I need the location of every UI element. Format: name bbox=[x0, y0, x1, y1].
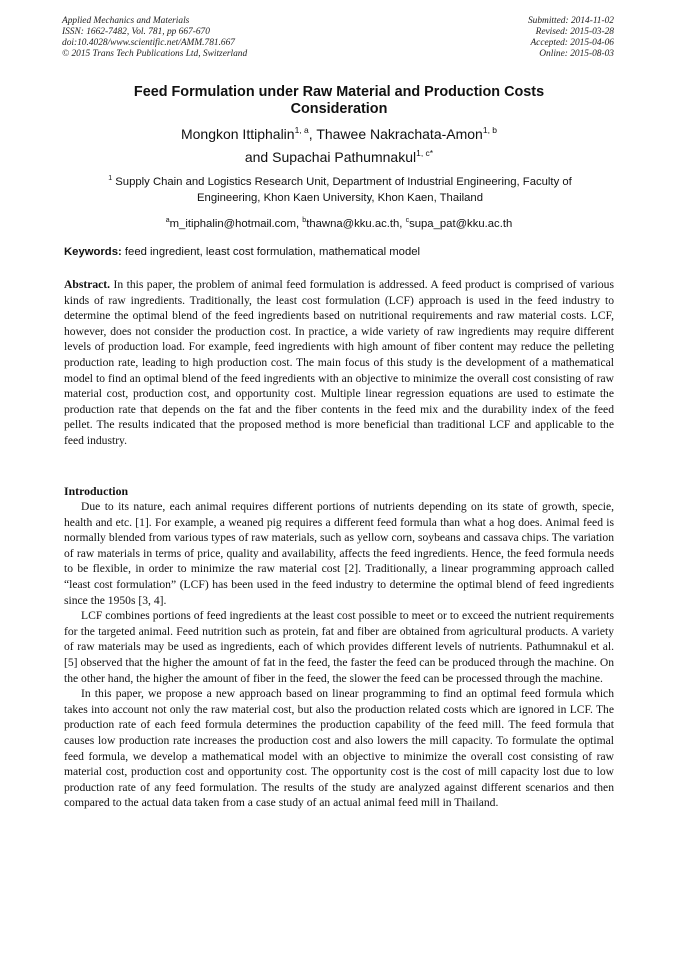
intro-paragraph-3: In this paper, we propose a new approach based on linear programming to find an optimal feed formula which takes into account not only the raw material cost, but also the production related costs which are ignored in LCF. The production rate of each feed formula determines the production capability of the feed mill. The feed formula that causes low production rate increases the production cost and also lowers the mill capacity. To formulate the optimal feed formula, we develop a mathematical model with an objective to minimize the overall cost consisting of raw material cost, production cost and opportunity cost. The opportunity cost is the cost of mill capacity lost due to low production rate of any feed formulation. The results of the study are analyzed against different scenarios and then compared to the actual data taken from a case study of an actual animal feed mill in Thailand. bbox=[64, 687, 614, 810]
keywords-text: feed ingredient, least cost formulation, mathematical model bbox=[121, 246, 421, 258]
introduction-body bbox=[64, 499, 614, 811]
revised-date: Revised: 2015-03-28 bbox=[535, 26, 614, 37]
copyright-line: © 2015 Trans Tech Publications Ltd, Switzerland bbox=[62, 48, 248, 59]
title-line-1: Feed Formulation under Raw Material and Production Costs bbox=[133, 84, 545, 100]
author-list bbox=[64, 123, 614, 169]
email-c-marker: c bbox=[405, 217, 410, 224]
email-list bbox=[64, 217, 614, 232]
email-a-marker: a bbox=[165, 217, 170, 224]
abstract-text: In this paper, the problem of animal feed formulation is addressed. A feed product is comprised of various kinds of raw ingredients. Traditionally, the least cost formulation (LCF) approach is used in the feed industry to determine the optimal blend of the feed ingredients based on nutritional requirements and raw material costs. LCF, however, does not consider the production cost. In practice, a wide variety of raw ingredients may require different levels of production load. For example, feed ingredients with high amount of fiber content may reduce the pelleting production rate, leading to high production cost. The main focus of this study is the development of a mathematical model to find an optimal blend of the feed ingredients with an objective to minimize the overall cost consisting of raw material cost, production cost, and opportunity cost. Multiple linear regression equations are used to estimate the production rate that depends on the fat and the fiber contents in the feed mix and the durability index of the feed pellet. The results indicated that the proposed method is more beneficial than traditional LCF and applicable to the feed industry. bbox=[64, 278, 614, 447]
author-3: Supachai Pathumnakul bbox=[272, 149, 417, 165]
abstract-label: Abstract. bbox=[64, 278, 111, 291]
author-1-affil: 1, a bbox=[294, 125, 309, 135]
intro-paragraph-2: LCF combines portions of feed ingredients at the least cost possible to meet or to exceed the nutrient requirements for the targeted animal. Feed nutrition such as protein, fat and fiber are obtained from agricultural products. A variety of raw materials may be used as ingredients, each of which provides different levels of nutrients. Pathumnakul et al. [5] observed that the higher the amount of fat in the feed, the faster the feed can be produced through the machine. On the other hand, the higher the amount of fiber in the feed, the slower the feed can be processed through the machine. bbox=[64, 609, 614, 685]
affiliation-number: 1 bbox=[108, 175, 113, 182]
author-3-affil: 1, c* bbox=[416, 148, 434, 158]
author-2-affil: 1, b bbox=[482, 125, 498, 135]
author-2: Thawee Nakrachata-Amon bbox=[316, 126, 483, 142]
author-separator: , bbox=[308, 126, 317, 142]
submitted-date: Submitted: 2014-11-02 bbox=[527, 16, 614, 26]
submission-dates bbox=[528, 16, 614, 60]
introduction-heading: Introduction bbox=[64, 484, 129, 498]
accepted-date: Accepted: 2015-04-06 bbox=[530, 37, 614, 48]
paper-title bbox=[64, 84, 614, 118]
affiliation-text-1: Supply Chain and Logistics Research Unit, Department of Industrial Engineering, Faculty of bbox=[112, 176, 572, 188]
affiliation-line-2: Engineering, Khon Kaen University, Khon Kaen, Thailand bbox=[197, 191, 483, 204]
title-line-2: Consideration bbox=[290, 101, 388, 117]
email-c: supa_pat@kku.ac.th bbox=[409, 218, 513, 230]
email-a: m_itiphalin@hotmail.com, bbox=[169, 218, 303, 230]
affiliation-line-1 bbox=[70, 175, 610, 191]
doi-line: doi:10.4028/www.scientific.net/AMM.781.667 bbox=[62, 37, 235, 48]
keywords-label: Keywords: bbox=[64, 246, 122, 258]
journal-name: Applied Mechanics and Materials bbox=[62, 16, 190, 26]
keywords bbox=[64, 245, 614, 260]
abstract bbox=[64, 277, 614, 449]
issn-line: ISSN: 1662-7482, Vol. 781, pp 667-670 bbox=[62, 26, 210, 37]
online-date: Online: 2015-08-03 bbox=[539, 48, 614, 59]
author-1: Mongkon Ittiphalin bbox=[180, 126, 295, 142]
author-and: and bbox=[244, 149, 273, 165]
email-b: thawna@kku.ac.th, bbox=[306, 218, 406, 230]
journal-info bbox=[62, 16, 247, 60]
email-b-marker: b bbox=[302, 217, 307, 224]
affiliation bbox=[70, 175, 610, 206]
intro-paragraph-1: Due to its nature, each animal requires different portions of nutrients depending on its state of growth, specie, health and etc. [1]. For example, a weaned pig requires a different feed formula than what a hog does. Animal feed is normally blended from various types of raw materials, such as yellow corn, soybeans and cassava chips. The variation of raw materials in terms of price, quality and availability, affects the feed ingredients. Hence, the feed formula needs to be flexible, in order to minimize the raw material cost [2]. Traditionally, a linear programming approach called “least cost formulation” (LCF) has been used in the feed industry to determine the optimal blend of feed ingredients since the 1950s [3, 4]. bbox=[64, 500, 614, 607]
authors-line-1 bbox=[64, 123, 614, 146]
authors-line-2 bbox=[64, 146, 614, 169]
